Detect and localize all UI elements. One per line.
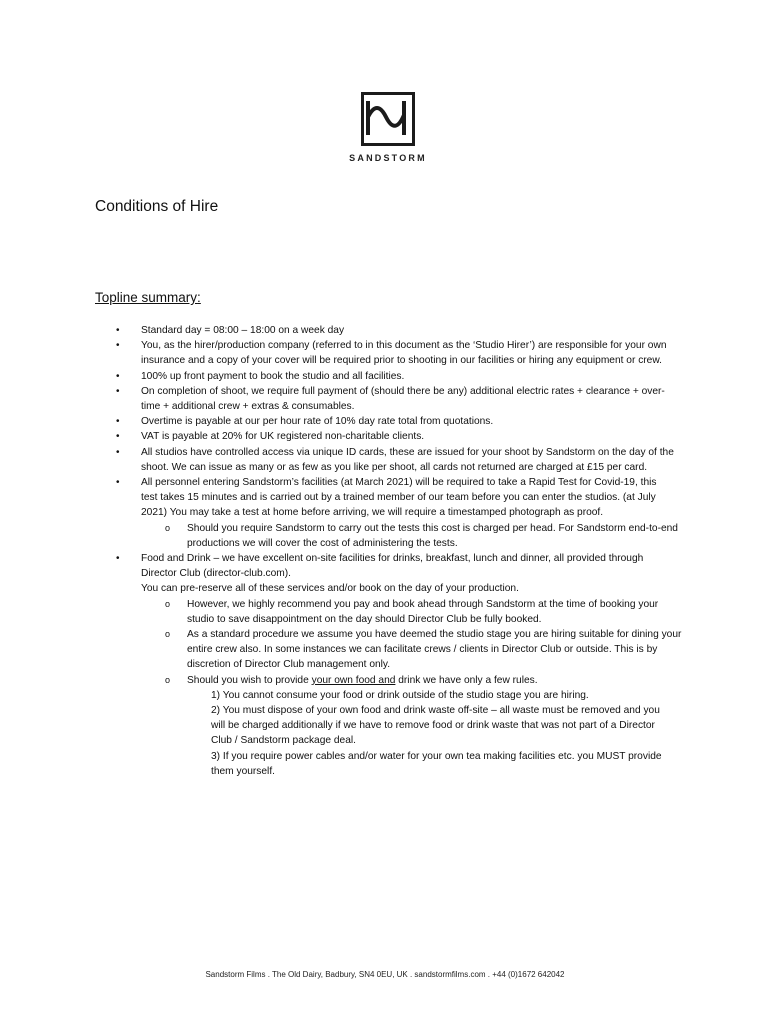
sub-list-item: o However, we highly recommend you pay and book ahead through Sandstorm at the time of booking your studio to save disappointment on the day should Director Club be fully booked. [165, 598, 659, 625]
bullet-icon: • [116, 416, 120, 428]
circle-bullet-icon: o [165, 598, 171, 609]
list-item: • Overtime is payable at our per hour rate of 10% day rate total from quotations. [0, 414, 675, 429]
circle-bullet-icon: o [165, 674, 171, 685]
circle-bullet-icon: o [165, 629, 171, 640]
sandstorm-logo [344, 92, 432, 163]
circle-bullet-icon: o [165, 522, 171, 533]
underlined-text: your own food and [311, 674, 396, 686]
rule-item: 1) You cannot consume your food or drink outside of the studio stage you are hiring. [211, 689, 589, 701]
bullet-icon: • [116, 325, 120, 336]
food-extra-text: You can pre-reserve all of these services and/or book on the day of your production. [141, 583, 519, 595]
sub-list-item: o Should you wish to provide your own food and drink we have only a few rules. [0, 673, 682, 688]
bullet-icon: • [116, 431, 120, 443]
section-heading-text: Topline summary [95, 290, 198, 305]
section-heading [95, 290, 201, 305]
bullet-icon: • [116, 553, 120, 565]
sub-list-item: o Should you require Sandstorm to carry out the tests this cost is charged per head. For Sandstorm end-to-end productions we will cover the cost of administering the tests. [165, 522, 678, 549]
list-item: • You, as the hirer/production company (referred to in this document as the ‘Studio Hirer’) are responsible for your own insurance and a copy of your cover will be required prior to shooting in our facilities or hiring any equipment or crew. [116, 340, 667, 367]
logo-mark [361, 92, 415, 146]
bullet-icon: • [116, 340, 120, 352]
section-heading-colon: : [197, 290, 201, 305]
list-item: • Standard day = 08:00 – 18:00 on a week day [0, 323, 675, 338]
list-item: • On completion of shoot, we require full payment of (should there be any) additional electric rates + clearance + over-time + additional crew + extras & consumables. [116, 385, 665, 413]
summary-list [0, 323, 770, 779]
page-footer: Sandstorm Films . The Old Dairy, Badbury, SN4 0EU, UK . sandstormfilms.com . +44 (0)1672 642042 [205, 970, 565, 979]
bullet-icon: • [116, 370, 120, 382]
bullet-icon: • [116, 385, 120, 397]
sub-list-item: o As a standard procedure we assume you have deemed the studio stage you are hiring suitable for dining your entire crew also. In some instances we can facilitate crews / clients in Director Club or outside. This is by discretion of Director Club management only. [165, 629, 682, 671]
page-title: Conditions of Hire [95, 198, 219, 215]
rule-item: 2) You must dispose of your own food and drink waste off-site – all waste must be removed and you will be charged additionally if we have to remove food or drink waste that was not part of a Director Club / Sandstorm package deal. [211, 705, 660, 747]
list-item: • 100% up front payment to book the studio and all facilities. [0, 369, 675, 384]
list-item: • Food and Drink – we have excellent on-site facilities for drinks, breakfast, lunch and dinner, all provided through Director Club (director-club.com). You can pre-reserve all of these services and/or book on the day of your production. [116, 553, 644, 595]
logo-text: SANDSTORM [349, 153, 427, 163]
list-item: • All studios have controlled access via unique ID cards, these are issued for your shoot by Sandstorm on the day of the shoot. We can issue as many or as few as you like per shoot, all cards not returned are charged at £15 per card. [116, 446, 674, 473]
list-item: • VAT is payable at 20% for UK registered non-charitable clients. [0, 429, 675, 444]
rule-item: 3) If you require power cables and/or water for your own tea making facilities etc. you MUST provide them yourself. [211, 750, 662, 777]
list-item: • All personnel entering Sandstorm’s facilities (at March 2021) will be required to take a Rapid Test for Covid-19, this test takes 15 minutes and is carried out by a trained member of our team before you can enter the studios. (at July 2021) You may take a test at home before arriving, we will require a timestamped photograph as proof. [116, 477, 657, 519]
bullet-icon: • [116, 446, 120, 458]
bullet-icon: • [116, 477, 120, 489]
